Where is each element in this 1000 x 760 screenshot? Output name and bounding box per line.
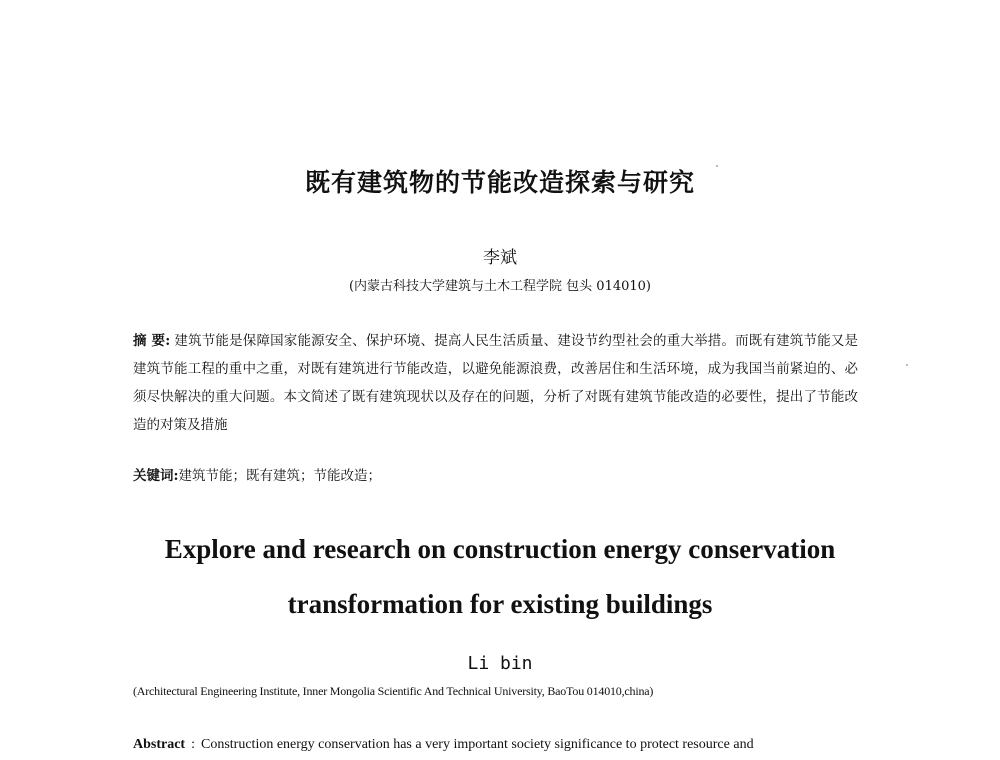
english-title-line-2: transformation for existing buildings: [287, 589, 713, 619]
chinese-author: 李斌: [483, 248, 517, 268]
chinese-keywords: [133, 464, 858, 484]
chinese-affiliation: (内蒙古科技大学建筑与土木工程学院 包头 014010): [348, 279, 652, 294]
chinese-abstract-text: 建筑节能是保障国家能源安全、保护环境、提高人民生活质量、建设节约型社会的重大举措。而既有建筑节能又是建筑节能工程的重中之重，对既有建筑进行节能改造，以避免能源浪费，改善居住和生活环境，成为我国当前紧迫的、必须尽快解决的重大问题。本文简述了既有建筑现状以及存在的问题，分析了对既有建筑节能改造的必要性，提出了节能改造的对策及措施: [133, 333, 859, 433]
english-abstract-label: Abstract: [133, 737, 186, 752]
chinese-abstract-label: 摘 要:: [133, 333, 171, 349]
english-title: [60, 522, 940, 632]
english-author: Li bin: [467, 653, 533, 674]
scan-speck: [716, 165, 718, 167]
english-abstract: [133, 737, 858, 753]
scan-speck: [906, 364, 908, 366]
chinese-title: 既有建筑物的节能改造探索与研究: [304, 168, 695, 197]
chinese-keywords-text: 建筑节能；既有建筑；节能改造；: [178, 468, 381, 484]
english-title-line-1: Explore and research on construction energy conservation: [164, 534, 836, 564]
english-abstract-text: Construction energy conservation has a very important society significance to protect resource and: [201, 737, 754, 752]
chinese-keywords-label: 关键词:: [133, 468, 179, 484]
english-abstract-separator: :: [191, 737, 195, 752]
chinese-abstract: [133, 327, 858, 439]
english-affiliation: (Architectural Engineering Institute, Inner Mongolia Scientific And Technical University, BaoTou 014010,china): [133, 684, 654, 698]
